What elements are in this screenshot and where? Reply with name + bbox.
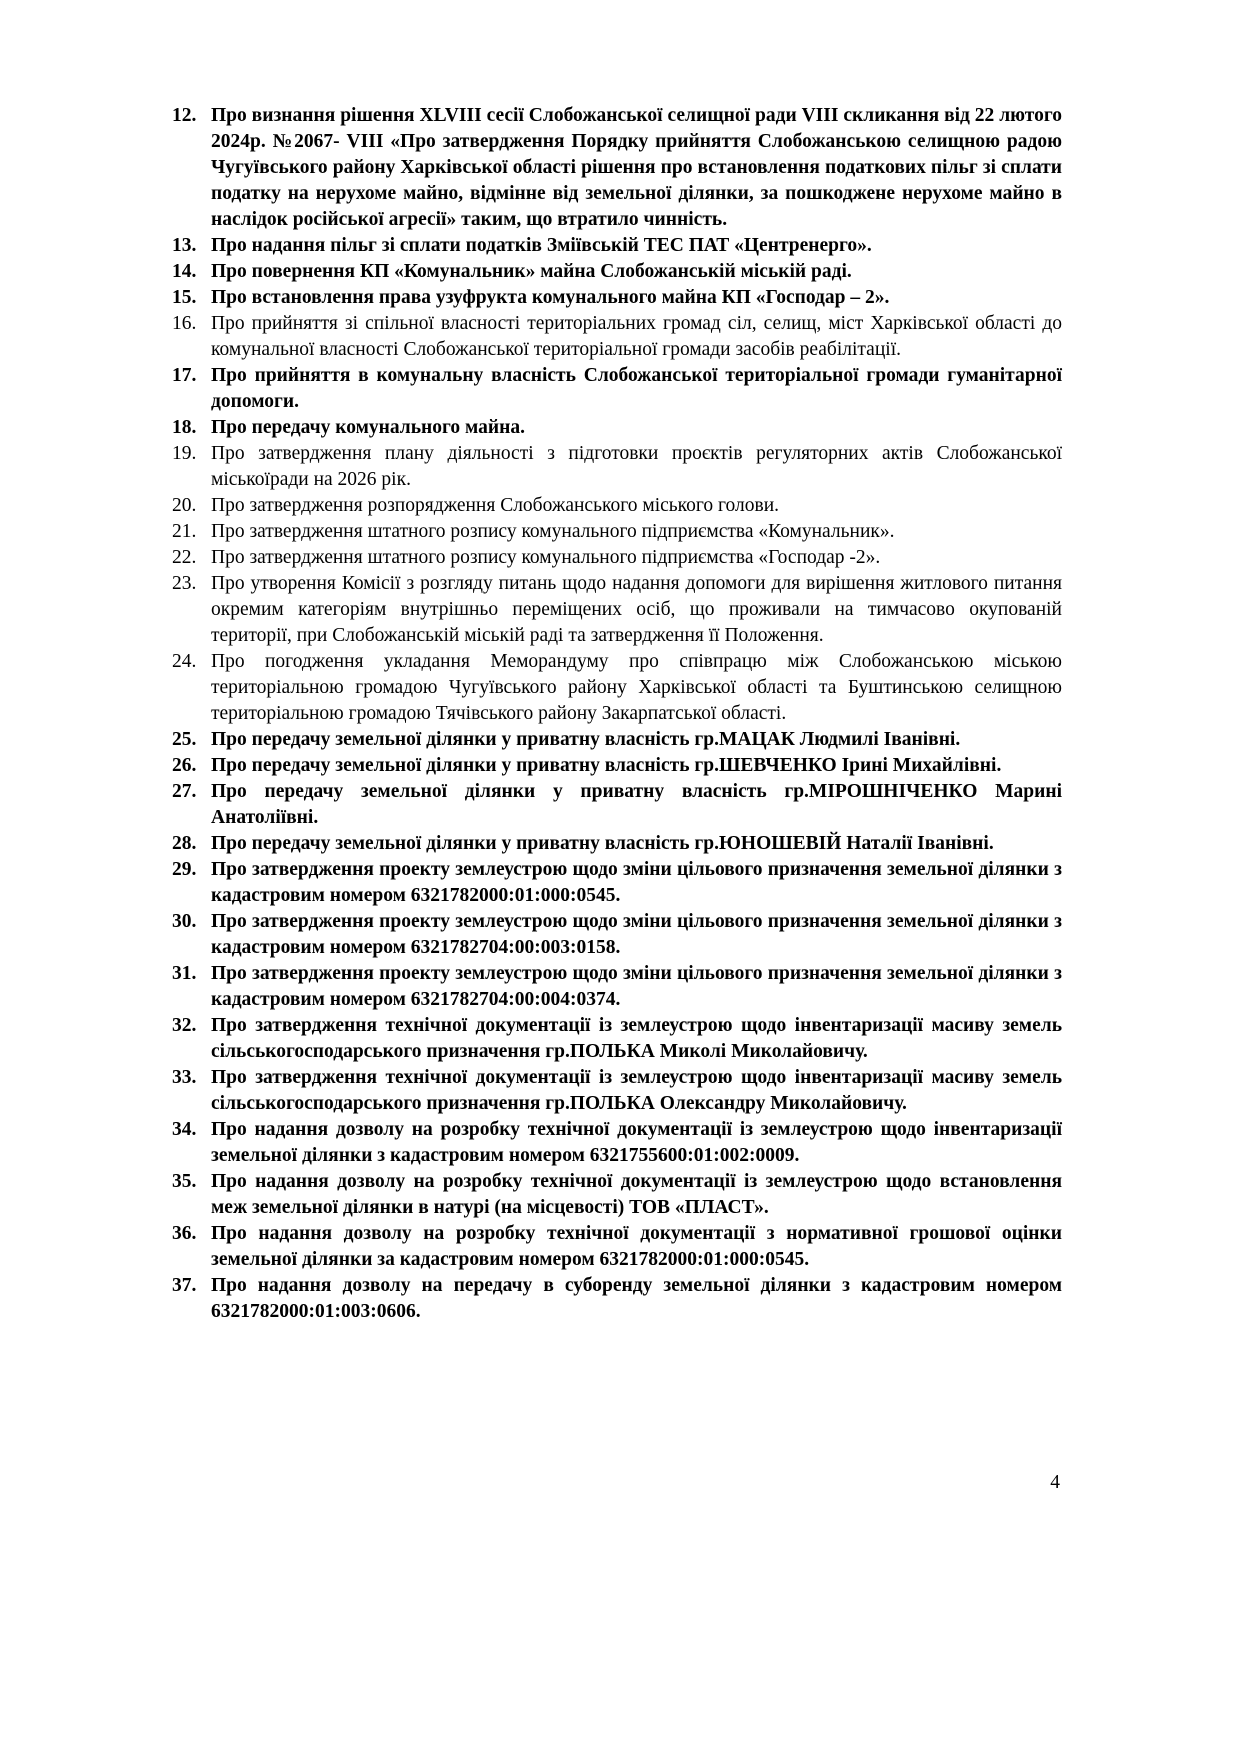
item-text: Про затвердження проекту землеустрою щодо зміни цільового призначення земельної ділянки з кадастровим номером 6321782704:00:004:0374. <box>211 963 1062 1010</box>
agenda-item <box>172 649 1062 727</box>
agenda-item <box>172 1221 1062 1273</box>
item-number: 22. <box>172 547 197 568</box>
item-number: 35. <box>172 1171 197 1192</box>
agenda-item <box>172 103 1062 233</box>
item-text: Про повернення КП «Комунальник» майна Слобожанській міській раді. <box>211 261 852 282</box>
item-text: Про передачу земельної ділянки у приватну власність гр.ЮНОШЕВІЙ Наталії Іванівні. <box>211 833 994 854</box>
agenda-item <box>172 857 1062 909</box>
agenda-item <box>172 233 1062 259</box>
item-text: Про затвердження проекту землеустрою щодо зміни цільового призначення земельної ділянки з кадастровим номером 6321782000:01:000:0545. <box>211 859 1062 906</box>
item-text: Про встановлення права узуфрукта комунального майна КП «Господар – 2». <box>211 287 890 308</box>
item-text: Про затвердження проекту землеустрою щодо зміни цільового призначення земельної ділянки з кадастровим номером 6321782704:00:003:0158. <box>211 911 1062 958</box>
item-text: Про передачу земельної ділянки у приватну власність гр.МАЦАК Людмилі Іванівні. <box>211 729 961 750</box>
item-number: 19. <box>172 443 197 464</box>
agenda-item <box>172 831 1062 857</box>
agenda-item <box>172 1117 1062 1169</box>
item-number: 29. <box>172 859 197 880</box>
agenda-item <box>172 285 1062 311</box>
item-text: Про надання дозволу на розробку технічної документації із землеустрою щодо встановлення меж земельної ділянки в натурі (на місцевості) ТОВ «ПЛАСТ». <box>211 1171 1062 1218</box>
item-number: 24. <box>172 651 197 672</box>
item-text: Про затвердження штатного розпису комунального підприємства «Комунальник». <box>211 521 895 542</box>
item-number: 21. <box>172 521 197 542</box>
item-number: 25. <box>172 729 197 750</box>
agenda-item <box>172 571 1062 649</box>
item-text: Про утворення Комісії з розгляду питань щодо надання допомоги для вирішення житлового питання окремим категоріям внутрішньо переміщених осіб, що проживали на тимчасово окупованій території, при Слобожанській міській раді та затвердження її Положення. <box>211 573 1062 646</box>
item-number: 28. <box>172 833 197 854</box>
item-text: Про прийняття в комунальну власність Слобожанської територіальної громади гуманітарної допомоги. <box>211 365 1062 412</box>
agenda-item <box>172 1273 1062 1325</box>
item-text: Про затвердження технічної документації із землеустрою щодо інвентаризації масиву земель сільськогосподарського призначення гр.ПОЛЬКА Олександру Миколайовичу. <box>211 1067 1062 1114</box>
agenda-item <box>172 753 1062 779</box>
item-number: 31. <box>172 963 197 984</box>
agenda-item <box>172 259 1062 285</box>
item-number: 36. <box>172 1223 197 1244</box>
item-number: 23. <box>172 573 197 594</box>
agenda-item <box>172 519 1062 545</box>
page-number: 4 <box>1050 1472 1060 1493</box>
item-number: 16. <box>172 313 197 334</box>
item-text: Про надання пільг зі сплати податків Зміївській ТЕС ПАТ «Центренерго». <box>211 235 872 256</box>
agenda-item <box>172 545 1062 571</box>
agenda-list <box>172 103 1062 1325</box>
item-number: 17. <box>172 365 197 386</box>
item-text: Про затвердження плану діяльності з підготовки проєктів регуляторних актів Слобожанської міськоїради на 2026 рік. <box>211 443 1062 490</box>
item-number: 15. <box>172 287 197 308</box>
agenda-item <box>172 1013 1062 1065</box>
item-text: Про визнання рішення XLVIII сесії Слобожанської селищної ради VIII скликання від 22 лютого 2024р. №2067- VIII «Про затвердження Порядку прийняття Слобожанською селищною радою Чугуївського району Харківської області рішення про встановлення податкових пільг зі сплати податку на нерухоме майно, відмінне від земельної ділянки, за пошкоджене нерухоме майно в наслідок російської агресії» таким, що втратило чинність. <box>211 105 1062 230</box>
item-number: 37. <box>172 1275 197 1296</box>
item-text: Про надання дозволу на розробку технічної документації із землеустрою щодо інвентаризації земельної ділянки з кадастровим номером 6321755600:01:002:0009. <box>211 1119 1062 1166</box>
item-number: 34. <box>172 1119 197 1140</box>
agenda-item <box>172 441 1062 493</box>
agenda-item <box>172 909 1062 961</box>
item-text: Про затвердження технічної документації із землеустрою щодо інвентаризації масиву земель сільськогосподарського призначення гр.ПОЛЬКА Миколі Миколайовичу. <box>211 1015 1062 1062</box>
item-text: Про надання дозволу на розробку технічної документації з нормативної грошової оцінки земельної ділянки за кадастровим номером 6321782000:01:000:0545. <box>211 1223 1062 1270</box>
agenda-item <box>172 363 1062 415</box>
agenda-item <box>172 1169 1062 1221</box>
item-text: Про передачу земельної ділянки у приватну власність гр.МІРОШНІЧЕНКО Марині Анатоліївні. <box>211 781 1062 828</box>
item-number: 27. <box>172 781 197 802</box>
item-number: 26. <box>172 755 197 776</box>
item-number: 14. <box>172 261 197 282</box>
item-number: 13. <box>172 235 197 256</box>
agenda-item <box>172 779 1062 831</box>
agenda-item <box>172 727 1062 753</box>
item-number: 18. <box>172 417 197 438</box>
item-text: Про затвердження розпорядження Слобожанського міського голови. <box>211 495 780 516</box>
item-text: Про погодження укладання Меморандуму про співпрацю між Слобожанською міською територіальною громадою Чугуївського району Харківської області та Буштинською селищною територіальною громадою Тячівського району Закарпатської області. <box>211 651 1062 724</box>
item-text: Про надання дозволу на передачу в суборенду земельної ділянки з кадастровим номером 6321782000:01:003:0606. <box>211 1275 1062 1322</box>
agenda-item <box>172 493 1062 519</box>
item-text: Про передачу комунального майна. <box>211 417 525 438</box>
item-number: 33. <box>172 1067 197 1088</box>
item-text: Про прийняття зі спільної власності територіальних громад сіл, селищ, міст Харківської області до комунальної власності Слобожанської територіальної громади засобів реабілітації. <box>211 313 1062 360</box>
agenda-item <box>172 311 1062 363</box>
item-text: Про затвердження штатного розпису комунального підприємства «Господар -2». <box>211 547 881 568</box>
item-number: 30. <box>172 911 197 932</box>
item-number: 32. <box>172 1015 197 1036</box>
item-number: 12. <box>172 105 197 126</box>
agenda-item <box>172 961 1062 1013</box>
agenda-item <box>172 415 1062 441</box>
item-text: Про передачу земельної ділянки у приватну власність гр.ШЕВЧЕНКО Ірині Михайлівні. <box>211 755 1002 776</box>
item-number: 20. <box>172 495 197 516</box>
agenda-item <box>172 1065 1062 1117</box>
